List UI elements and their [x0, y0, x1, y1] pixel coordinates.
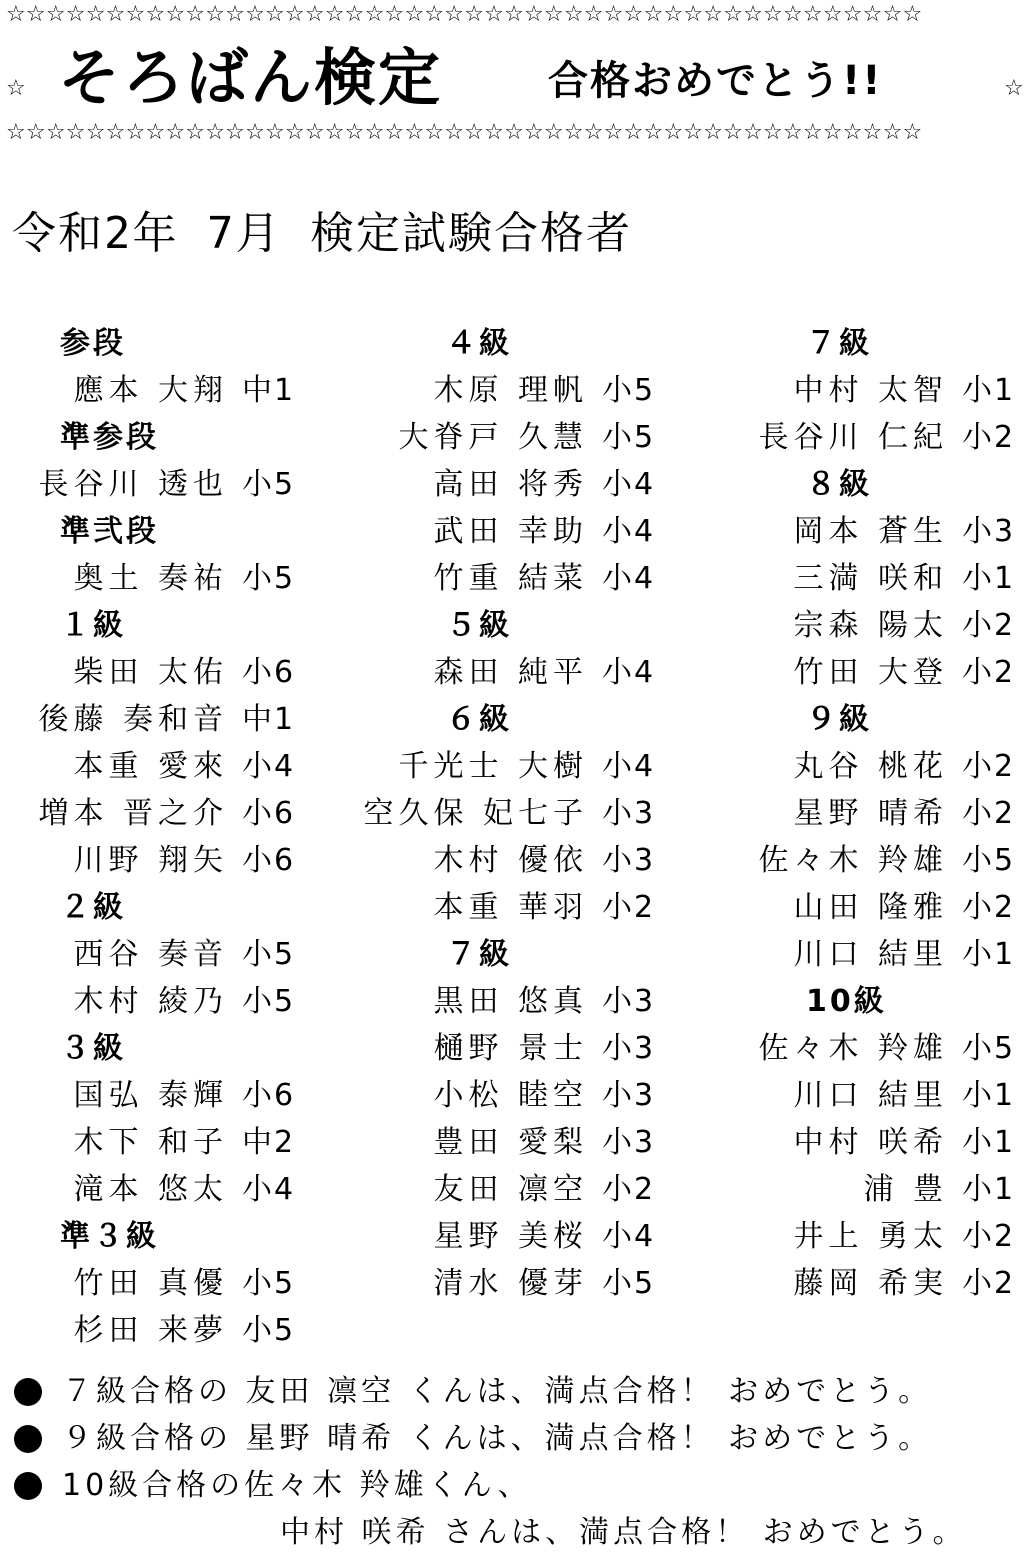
school-grade: 小1 — [962, 561, 1016, 596]
passer-name: 木村 綾乃 — [73, 984, 228, 1019]
note-text: ７級合格の 友田 凛空 くんは、満点合格！ おめでとう。 — [62, 1374, 933, 1409]
passer-row — [10, 1119, 310, 1166]
school-grade: 小2 — [962, 608, 1016, 643]
passer-row — [376, 461, 666, 508]
level-heading — [376, 931, 666, 978]
passer-row — [376, 1119, 666, 1166]
passer-name: 奥土 奏祐 — [73, 561, 228, 596]
bullet-icon — [14, 1425, 42, 1453]
level-label: ２級 — [60, 890, 126, 925]
passer-name: 後藤 奏和音 — [38, 702, 228, 737]
school-grade: 中1 — [242, 702, 296, 737]
school-grade: 小5 — [602, 373, 656, 408]
school-grade: 小2 — [602, 1172, 656, 1207]
school-grade: 小5 — [602, 420, 656, 455]
school-grade: 小4 — [242, 1172, 296, 1207]
passer-row — [736, 790, 1031, 837]
passer-name: 丸谷 桃花 — [793, 749, 948, 784]
passer-row — [10, 978, 310, 1025]
passer-row — [10, 1072, 310, 1119]
passer-row — [10, 367, 310, 414]
passer-row — [376, 1072, 666, 1119]
passer-name: 浦 豊 — [863, 1172, 948, 1207]
school-grade: 小4 — [602, 561, 656, 596]
passer-name: 千光士 大樹 — [398, 749, 588, 784]
passer-name: 小松 睦空 — [433, 1078, 588, 1113]
passer-name: 竹田 大登 — [793, 655, 948, 690]
passer-row — [376, 555, 666, 602]
passer-name: 竹田 真優 — [73, 1266, 228, 1301]
level-label: ５級 — [446, 608, 512, 643]
level-heading — [736, 320, 1031, 367]
school-grade: 小5 — [602, 1266, 656, 1301]
passer-name: 岡本 蒼生 — [793, 514, 948, 549]
passer-row — [736, 931, 1031, 978]
school-grade: 小6 — [242, 1078, 296, 1113]
school-grade: 小1 — [962, 1125, 1016, 1160]
level-label: 準３級 — [60, 1219, 159, 1254]
passer-row — [736, 837, 1031, 884]
school-grade: 小2 — [962, 420, 1016, 455]
level-label: 準参段 — [60, 420, 159, 455]
school-grade: 小3 — [962, 514, 1016, 549]
school-grade: 小4 — [602, 655, 656, 690]
school-grade: 小3 — [602, 1125, 656, 1160]
passer-row — [736, 649, 1031, 696]
passer-row — [10, 649, 310, 696]
school-grade: 小5 — [962, 843, 1016, 878]
passer-name: 木原 理帆 — [433, 373, 588, 408]
level-heading — [10, 1213, 310, 1260]
note-line — [12, 1509, 1032, 1556]
level-label: ４級 — [446, 326, 512, 361]
level-heading — [10, 884, 310, 931]
passer-name: 佐々木 羚雄 — [758, 843, 948, 878]
school-grade: 小2 — [962, 1219, 1016, 1254]
passer-name: 應本 大翔 — [73, 373, 228, 408]
level-label: ９級 — [806, 702, 872, 737]
passer-name: 空久保 妃七子 — [363, 796, 588, 831]
passer-name: 本重 華羽 — [433, 890, 588, 925]
school-grade: 小5 — [242, 561, 296, 596]
school-grade: 小4 — [242, 749, 296, 784]
passer-row — [736, 884, 1031, 931]
passer-name: 川野 翔矢 — [73, 843, 228, 878]
passer-row — [10, 1260, 310, 1307]
note-text: 中村 咲希 さんは、満点合格！ おめでとう。 — [280, 1515, 967, 1550]
school-grade: 小3 — [602, 984, 656, 1019]
level-heading — [10, 414, 310, 461]
passer-name: 中村 咲希 — [793, 1125, 948, 1160]
passer-name: 星野 晴希 — [793, 796, 948, 831]
passer-name: 長谷川 仁紀 — [758, 420, 948, 455]
school-grade: 小1 — [962, 1078, 1016, 1113]
passer-name: 増本 晋之介 — [38, 796, 228, 831]
school-grade: 小5 — [242, 467, 296, 502]
passer-name: 森田 純平 — [433, 655, 588, 690]
level-heading — [10, 1025, 310, 1072]
passer-row — [736, 508, 1031, 555]
passer-row — [376, 884, 666, 931]
school-grade: 小1 — [962, 937, 1016, 972]
passer-row — [736, 1213, 1031, 1260]
passer-row — [736, 1119, 1031, 1166]
column-middle — [363, 320, 666, 1307]
school-grade: 小6 — [242, 796, 296, 831]
school-grade: 小5 — [962, 1031, 1016, 1066]
passer-name: 高田 将秀 — [433, 467, 588, 502]
passer-name: 西谷 奏音 — [73, 937, 228, 972]
passer-row — [736, 367, 1031, 414]
level-heading — [376, 602, 666, 649]
passer-row — [10, 1166, 310, 1213]
school-grade: 小5 — [242, 984, 296, 1019]
school-grade: 小2 — [962, 655, 1016, 690]
passer-name: 佐々木 羚雄 — [758, 1031, 948, 1066]
star-border-bottom: ☆☆☆☆☆☆☆☆☆☆☆☆☆☆☆☆☆☆☆☆☆☆☆☆☆☆☆☆☆☆☆☆☆☆☆☆☆☆☆☆☆☆☆☆☆☆ — [6, 120, 923, 145]
passer-name: 柴田 太佑 — [73, 655, 228, 690]
school-grade: 小6 — [242, 843, 296, 878]
passer-row — [10, 837, 310, 884]
passer-name: 三満 咲和 — [793, 561, 948, 596]
passer-row — [736, 1025, 1031, 1072]
passer-row — [736, 743, 1031, 790]
column-left — [10, 320, 310, 1354]
level-label: 準弐段 — [60, 514, 159, 549]
passer-name: 国弘 泰輝 — [73, 1078, 228, 1113]
passer-row — [376, 978, 666, 1025]
school-grade: 小3 — [602, 1078, 656, 1113]
school-grade: 小3 — [602, 1031, 656, 1066]
school-grade: 小5 — [242, 1313, 296, 1348]
passer-row — [376, 743, 666, 790]
bullet-icon — [14, 1378, 42, 1406]
school-grade: 小4 — [602, 1219, 656, 1254]
level-heading — [376, 696, 666, 743]
passer-row — [376, 1166, 666, 1213]
school-grade: 小6 — [242, 655, 296, 690]
passer-row — [376, 508, 666, 555]
school-grade: 中2 — [242, 1125, 296, 1160]
passer-name: 大脊戸 久慧 — [398, 420, 588, 455]
level-heading — [10, 508, 310, 555]
passer-row — [376, 1213, 666, 1260]
school-grade: 小4 — [602, 467, 656, 502]
level-heading — [10, 602, 310, 649]
note-line — [12, 1462, 1032, 1509]
passer-name: 川口 結里 — [793, 937, 948, 972]
level-heading — [10, 320, 310, 367]
school-grade: 小3 — [602, 843, 656, 878]
level-heading — [376, 320, 666, 367]
school-grade: 小2 — [962, 749, 1016, 784]
passer-name: 川口 結里 — [793, 1078, 948, 1113]
note-text: 10級合格の佐々木 羚雄くん、 — [62, 1468, 532, 1503]
passer-name: 井上 勇太 — [793, 1219, 948, 1254]
note-line — [12, 1415, 1032, 1462]
passer-row — [10, 696, 310, 743]
page-title: そろばん検定 — [58, 41, 443, 114]
passer-name: 長谷川 透也 — [38, 467, 228, 502]
passer-row — [736, 1072, 1031, 1119]
passer-row — [736, 602, 1031, 649]
level-heading — [736, 696, 1031, 743]
passer-name: 武田 幸助 — [433, 514, 588, 549]
passer-name: 中村 太智 — [793, 373, 948, 408]
level-label: 10級 — [806, 984, 887, 1019]
level-label: １級 — [60, 608, 126, 643]
passer-row — [10, 1307, 310, 1354]
school-grade: 中1 — [242, 373, 296, 408]
school-grade: 小3 — [602, 796, 656, 831]
passer-name: 星野 美桜 — [433, 1219, 588, 1254]
exam-heading: 令和2年 7月 検定試験合格者 — [12, 208, 632, 259]
passer-name: 本重 愛來 — [73, 749, 228, 784]
level-label: ７級 — [806, 326, 872, 361]
level-label: ７級 — [446, 937, 512, 972]
level-label: ８級 — [806, 467, 872, 502]
passer-name: 豊田 愛梨 — [433, 1125, 588, 1160]
passer-row — [736, 555, 1031, 602]
passer-row — [736, 1260, 1031, 1307]
school-grade: 小2 — [962, 890, 1016, 925]
note-text: ９級合格の 星野 晴希 くんは、満点合格！ おめでとう。 — [62, 1421, 933, 1456]
school-grade: 小1 — [962, 1172, 1016, 1207]
notes-section — [12, 1368, 1032, 1556]
passer-name: 藤岡 希実 — [793, 1266, 948, 1301]
passer-row — [10, 743, 310, 790]
column-right — [736, 320, 1031, 1307]
star-border-top: ☆☆☆☆☆☆☆☆☆☆☆☆☆☆☆☆☆☆☆☆☆☆☆☆☆☆☆☆☆☆☆☆☆☆☆☆☆☆☆☆☆☆☆☆☆☆ — [6, 2, 923, 27]
school-grade: 小4 — [602, 749, 656, 784]
congrats-subtitle: 合格おめでとう!! — [548, 58, 883, 104]
passer-row — [10, 931, 310, 978]
passer-name: 木下 和子 — [73, 1125, 228, 1160]
bullet-icon — [14, 1472, 42, 1500]
passer-name: 宗森 陽太 — [793, 608, 948, 643]
level-label: ３級 — [60, 1031, 126, 1066]
level-label: ６級 — [446, 702, 512, 737]
level-heading — [736, 978, 1031, 1025]
passer-row — [736, 1166, 1031, 1213]
school-grade: 小1 — [962, 373, 1016, 408]
passer-row — [376, 1260, 666, 1307]
school-grade: 小5 — [242, 937, 296, 972]
passer-row — [10, 790, 310, 837]
passer-name: 山田 隆雅 — [793, 890, 948, 925]
passer-name: 樋野 景士 — [433, 1031, 588, 1066]
passer-name: 友田 凛空 — [433, 1172, 588, 1207]
school-grade: 小2 — [962, 1266, 1016, 1301]
school-grade: 小4 — [602, 514, 656, 549]
level-label: 参段 — [60, 326, 126, 361]
school-grade: 小5 — [242, 1266, 296, 1301]
level-heading — [736, 461, 1031, 508]
passer-name: 竹重 結菜 — [433, 561, 588, 596]
star-right: ☆ — [1004, 76, 1024, 101]
passer-row — [363, 790, 666, 837]
passer-name: 滝本 悠太 — [73, 1172, 228, 1207]
school-grade: 小2 — [962, 796, 1016, 831]
passer-row — [376, 649, 666, 696]
passer-row — [376, 414, 666, 461]
passer-row — [10, 461, 310, 508]
passer-row — [736, 414, 1031, 461]
passer-row — [376, 837, 666, 884]
passer-row — [10, 555, 310, 602]
passer-name: 清水 優芽 — [433, 1266, 588, 1301]
passer-name: 黒田 悠真 — [433, 984, 588, 1019]
passer-name: 杉田 来夢 — [73, 1313, 228, 1348]
school-grade: 小2 — [602, 890, 656, 925]
passer-row — [376, 367, 666, 414]
passer-row — [376, 1025, 666, 1072]
passer-name: 木村 優依 — [433, 843, 588, 878]
note-line — [12, 1368, 1032, 1415]
star-left: ☆ — [6, 76, 26, 101]
